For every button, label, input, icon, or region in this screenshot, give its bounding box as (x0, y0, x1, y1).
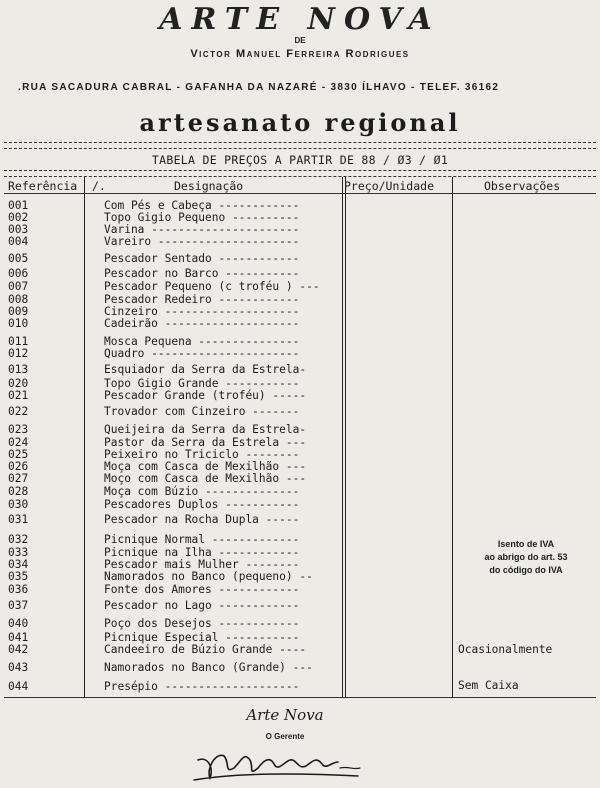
column-header-observacoes: Observações (484, 179, 561, 193)
table-row (0, 364, 600, 376)
item-description: Pescadores Duplos ----------- (104, 498, 300, 511)
table-row (0, 437, 600, 449)
table-row (0, 306, 600, 318)
item-description: Com Pés e Cabeça ------------ (104, 199, 300, 212)
footer-company: Arte Nova (246, 706, 324, 724)
item-code: 024 (8, 436, 29, 449)
tabela-heading: TABELA DE PREÇOS A PARTIR DE 88 / Ø3 / Ø1 (151, 153, 449, 167)
item-description: Quadro ---------------------- (104, 347, 300, 360)
item-description: Pescador na Rocha Dupla ----- (104, 513, 300, 526)
item-code: 027 (8, 472, 29, 485)
owner-name: Victor Manuel Ferreira Rodrigues (190, 48, 410, 60)
item-code: 036 (8, 583, 29, 596)
item-code: 003 (8, 223, 29, 236)
item-description: Moça com Casca de Mexilhão --- (104, 460, 307, 473)
table-row (0, 236, 600, 248)
item-code: 037 (8, 599, 29, 612)
de-label: DE (294, 36, 306, 45)
table-row (0, 212, 600, 224)
item-code: 032 (8, 533, 29, 546)
item-description: Cadeirão -------------------- (104, 317, 300, 330)
table-row (0, 348, 600, 360)
iva-line: Isento de IVA (497, 539, 555, 549)
table-row (0, 224, 600, 236)
table-row (0, 268, 600, 280)
item-code: 020 (8, 377, 29, 390)
item-description: Varina ---------------------- (104, 223, 300, 236)
item-description: Topo Gigio Grande ----------- (104, 377, 300, 390)
table-row (0, 406, 600, 418)
company-address: .RUA SACADURA CABRAL - GAFANHA DA NAZARÉ - 3830 ÍLHAVO - TELEF. 36162 (18, 82, 500, 93)
iva-line: do código do IVA (489, 565, 563, 575)
item-description: Pastor da Serra da Estrela --- (104, 436, 307, 449)
item-code: 011 (8, 335, 29, 348)
table-row (0, 600, 600, 612)
header-underline (4, 193, 596, 194)
item-description: Picnique Normal ------------- (104, 533, 300, 546)
handwritten-signature (190, 738, 365, 786)
column-header-designacao: Designação (174, 179, 244, 193)
iva-exemption-stamp (456, 538, 596, 577)
table-row (0, 424, 600, 436)
item-description: Presépio -------------------- (104, 680, 300, 693)
table-row (0, 473, 600, 485)
item-code: 026 (8, 460, 29, 473)
table-bottom-rule (4, 697, 596, 698)
item-description: Moça com Búzio -------------- (104, 485, 300, 498)
item-code: 006 (8, 267, 29, 280)
table-row (0, 200, 600, 212)
item-description: Pescador no Barco ----------- (104, 267, 300, 280)
item-code: 022 (8, 405, 29, 418)
item-description: Queijeira da Serra da Estrela- (104, 423, 307, 436)
table-row (0, 514, 600, 526)
item-code: 025 (8, 448, 29, 461)
item-description: Pescador no Lago ------------ (104, 599, 300, 612)
table-row (0, 390, 600, 402)
item-description: Cinzeiro -------------------- (104, 305, 300, 318)
double-dashed-rule (4, 142, 596, 149)
item-code: 023 (8, 423, 29, 436)
item-description: Vareiro --------------------- (104, 235, 300, 248)
double-dashed-rule (4, 170, 596, 177)
observation-sem-caixa: Sem Caixa (458, 679, 519, 692)
observation-ocasionalmente: Ocasionalmente (458, 643, 553, 656)
item-code: 033 (8, 546, 29, 559)
item-description: Topo Gigio Pequeno ---------- (104, 211, 300, 224)
company-title: ARTE NOVA (159, 2, 441, 37)
column-header-mark: /. (92, 179, 106, 193)
table-row (0, 618, 600, 630)
item-code: 041 (8, 631, 29, 644)
item-code: 004 (8, 235, 29, 248)
item-description: Esquiador da Serra da Estrela- (104, 363, 307, 376)
item-description: Fonte dos Amores ------------ (104, 583, 300, 596)
subtitle: artesanato regional (139, 108, 461, 137)
item-code: 012 (8, 347, 29, 360)
item-code: 005 (8, 252, 29, 265)
table-row (0, 584, 600, 596)
table-row (0, 294, 600, 306)
table-row (0, 662, 600, 674)
item-code: 008 (8, 293, 29, 306)
item-description: Namorados no Banco (pequeno) -- (104, 570, 313, 583)
table-row (0, 318, 600, 330)
table-row (0, 336, 600, 348)
item-description: Picnique Especial ----------- (104, 631, 300, 644)
item-description: Pescador Pequeno (c troféu ) --- (104, 280, 320, 293)
table-row (0, 499, 600, 511)
item-description: Trovador com Cinzeiro ------- (104, 405, 300, 418)
item-code: 009 (8, 305, 29, 318)
item-code: 002 (8, 211, 29, 224)
item-description: Candeeiro de Búzio Grande ---- (104, 643, 307, 656)
table-row (0, 486, 600, 498)
item-code: 043 (8, 661, 29, 674)
item-description: Pescador Grande (troféu) ----- (104, 389, 307, 402)
item-description: Pescador Sentado ------------ (104, 252, 300, 265)
item-code: 044 (8, 680, 29, 693)
item-code: 031 (8, 513, 29, 526)
footer-role: O Gerente (265, 732, 305, 741)
item-code: 007 (8, 280, 29, 293)
item-description: Pescador Redeiro ------------ (104, 293, 300, 306)
table-row (0, 253, 600, 265)
item-description: Poço dos Desejos ------------ (104, 617, 300, 630)
column-header-referencia: Referência (8, 179, 78, 193)
item-description: Peixeiro no Triciclo -------- (104, 448, 300, 461)
item-code: 034 (8, 558, 29, 571)
item-code: 028 (8, 485, 29, 498)
item-code: 035 (8, 570, 29, 583)
item-code: 010 (8, 317, 29, 330)
item-code: 021 (8, 389, 29, 402)
item-code: 001 (8, 199, 29, 212)
item-description: Picnique na Ilha ------------ (104, 546, 300, 559)
column-header-preco: Preço/Unidade (344, 179, 435, 193)
item-description: Pescador mais Mulher -------- (104, 558, 300, 571)
item-description: Namorados no Banco (Grande) --- (104, 661, 313, 674)
item-code: 013 (8, 363, 29, 376)
item-code: 030 (8, 498, 29, 511)
item-description: Mosca Pequena --------------- (104, 335, 300, 348)
item-code: 040 (8, 617, 29, 630)
item-code: 042 (8, 643, 29, 656)
table-row (0, 281, 600, 293)
item-description: Moço com Casca de Mexilhão --- (104, 472, 307, 485)
iva-line: ao abrigo do art. 53 (484, 552, 568, 562)
